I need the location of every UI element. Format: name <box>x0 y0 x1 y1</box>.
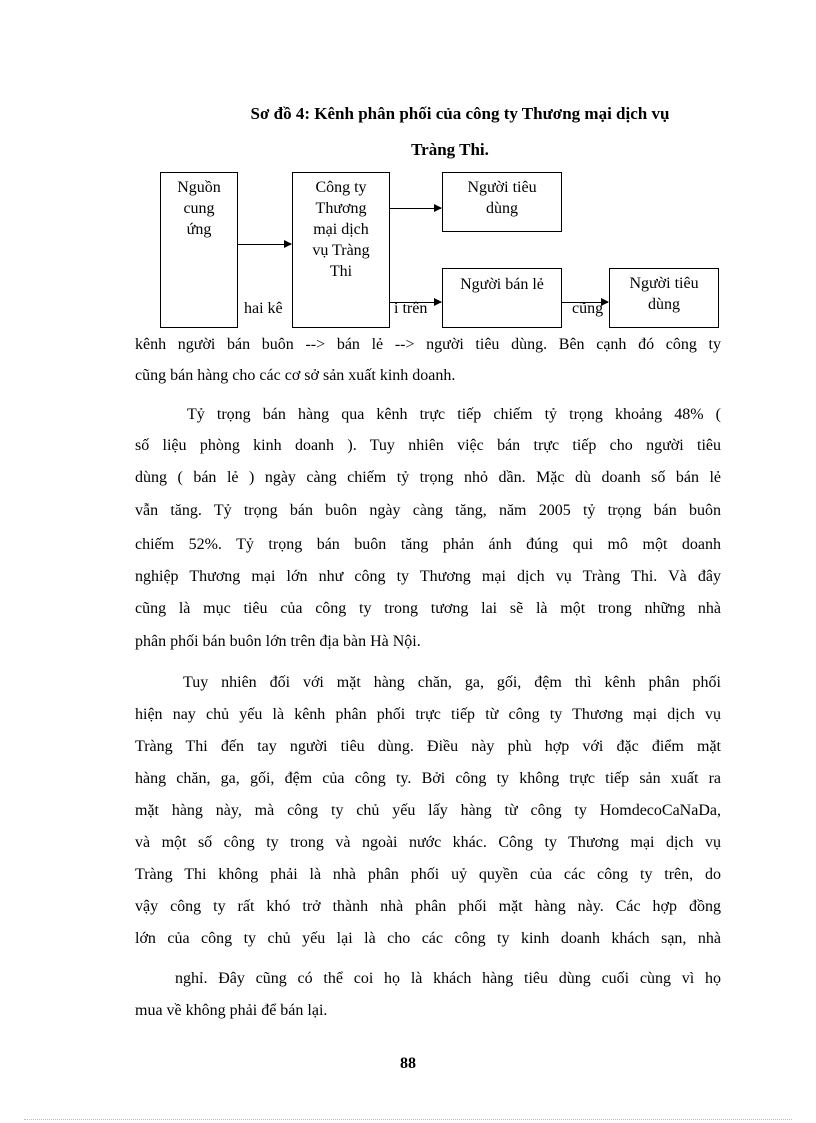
body-line: nghỉ. Đây cũng có thể coi họ là khách hàng tiêu dùng cuối cùng vì họ <box>175 970 721 987</box>
box-retailer: Người bán lẻ <box>442 268 562 328</box>
page-number: 88 <box>400 1055 416 1072</box>
body-line: dùng ( bán lẻ ) ngày càng chiếm tỷ trọng nhỏ dần. Mặc dù doanh số bán lẻ <box>135 469 721 486</box>
body-line: chiếm 52%. Tỷ trọng bán buôn tăng phản ánh đúng qui mô một doanh <box>135 536 721 553</box>
body-line: hiện nay chủ yếu là kênh phân phối trực tiếp từ công ty Thương mại dịch vụ <box>135 706 721 723</box>
body-line: Tràng Thi đến tay người tiêu dùng. Điều này phù hợp với đặc điểm mặt <box>135 738 721 755</box>
diagram-title-line-1: Sơ đồ 4: Kênh phân phối của công ty Thương mại dịch vụ <box>250 104 670 123</box>
body-line: vậy công ty rất khó trở thành nhà phân phối mặt hàng này. Các hợp đồng <box>135 898 721 915</box>
arrow-source-to-company <box>238 244 291 245</box>
text-fragment: hai kê <box>244 300 283 317</box>
text-fragment: cũng <box>572 300 604 317</box>
body-line: phân phối bán buôn lớn trên địa bàn Hà Nội. <box>135 633 421 650</box>
body-line: cũng bán hàng cho các cơ sở sản xuất kinh doanh. <box>135 367 456 384</box>
box-source: Nguồn cung ứng <box>160 172 238 328</box>
box-company: Công ty Thương mại dịch vụ Tràng Thi <box>292 172 390 328</box>
page-divider <box>24 1119 792 1120</box>
diagram-title-line-2: Tràng Thi. <box>411 140 489 159</box>
body-line: mặt hàng này, mà công ty chủ yếu lấy hàng từ công ty HomdecoCaNaDa, <box>135 802 721 819</box>
box-consumer-1: Người tiêu dùng <box>442 172 562 232</box>
body-line: hàng chăn, ga, gối, đệm của công ty. Bởi công ty không trực tiếp sản xuất ra <box>135 770 721 787</box>
body-line: Tỷ trọng bán hàng qua kênh trực tiếp chiếm tỷ trọng khoảng 48% ( <box>187 406 721 423</box>
body-line: và một số công ty trong và ngoài nước khác. Công ty Thương mại dịch vụ <box>135 834 721 851</box>
body-line: nghiệp Thương mại lớn như công ty Thương mại dịch vụ Tràng Thi. Và đây <box>135 568 721 585</box>
body-line: mua về không phải để bán lại. <box>135 1002 328 1019</box>
body-line: lớn của công ty chủ yếu lại là cho các công ty kinh doanh khách sạn, nhà <box>135 930 721 947</box>
body-line: Tràng Thi không phải là nhà phân phối uỷ quyền của các công ty trên, do <box>135 866 721 883</box>
body-line: Tuy nhiên đối với mặt hàng chăn, ga, gối, đệm thì kênh phân phối <box>183 674 721 691</box>
text-fragment: i trên <box>394 300 428 317</box>
body-line: số liệu phòng kinh doanh ). Tuy nhiên việc bán trực tiếp cho người tiêu <box>135 437 721 454</box>
body-line: cũng là mục tiêu của công ty trong tương lai sẽ là một trong những nhà <box>135 600 721 617</box>
box-consumer-2: Người tiêu dùng <box>609 268 719 328</box>
body-line: kênh người bán buôn --> bán lẻ --> người tiêu dùng. Bên cạnh đó công ty <box>135 336 721 353</box>
arrow-company-to-consumer <box>390 208 441 209</box>
body-line: vẫn tăng. Tỷ trọng bán buôn ngày càng tăng, năm 2005 tỷ trọng bán buôn <box>135 502 721 519</box>
